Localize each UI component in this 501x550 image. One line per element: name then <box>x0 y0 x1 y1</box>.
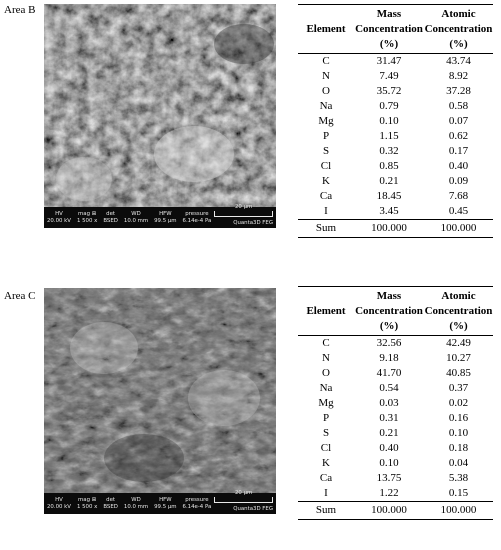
table-row: I 1.22 0.15 <box>324 487 469 499</box>
table-row-sum: Sum 100.000 100.000 <box>298 502 493 520</box>
table-row: C 32.56 42.49 <box>322 337 471 349</box>
sem-texture <box>44 4 276 228</box>
sem-texture <box>44 288 276 514</box>
area-c-label: Area C <box>4 290 36 302</box>
databar-mag: mag ⊞ 1 500 x <box>76 496 98 510</box>
eds-table-area-c <box>298 286 493 520</box>
table-row: Cl 0.85 0.40 <box>320 160 469 172</box>
databar-pressure: pressure 6.14e-4 Pa <box>182 496 212 510</box>
databar-det: det BSED <box>103 210 118 224</box>
table-row: O 35.72 37.28 <box>322 85 471 97</box>
sem-image-area-b <box>44 4 276 228</box>
table-row: P 1.15 0.62 <box>322 130 469 142</box>
databar-wd: WD 10.0 mm <box>123 210 149 224</box>
col-header-mass: Mass Concentration (%) <box>355 289 423 332</box>
databar-det: det BSED <box>103 496 118 510</box>
scale-bar <box>214 490 273 503</box>
table-row: O 41.70 40.85 <box>322 367 471 379</box>
col-header-atomic: Atomic Concentration (%) <box>424 289 493 332</box>
table-row: P 0.31 0.16 <box>322 412 469 424</box>
table-row: C 31.47 43.74 <box>322 55 471 67</box>
table-row: K 0.10 0.04 <box>322 457 469 469</box>
scale-bar-label: 20 µm <box>235 490 253 496</box>
databar-hfw: HFW 99.5 µm <box>154 496 177 510</box>
databar-hv: HV 20.00 kV <box>47 496 71 510</box>
scale-bar <box>214 204 273 217</box>
table-row-sum: Sum 100.000 100.000 <box>298 220 493 238</box>
area-b-label: Area B <box>4 4 36 16</box>
table-row: Ca 13.75 5.38 <box>319 472 469 484</box>
databar-mag: mag ⊞ 1 500 x <box>76 210 98 224</box>
databar-hfw: HFW 99.5 µm <box>154 210 177 224</box>
sem-databar <box>44 490 276 514</box>
col-header-element: Element <box>306 22 346 35</box>
table-row: S 0.21 0.10 <box>322 427 469 439</box>
databar-hv: HV 20.00 kV <box>47 210 71 224</box>
table-row: K 0.21 0.09 <box>322 175 469 187</box>
table-row: Ca 18.45 7.68 <box>319 190 469 202</box>
microscope-model: Quanta3D FEG <box>233 220 273 226</box>
sem-image-area-c <box>44 288 276 514</box>
table-row: Cl 0.40 0.18 <box>320 442 469 454</box>
table-row: Na 0.79 0.58 <box>319 100 469 112</box>
table-row: N 9.18 10.27 <box>322 352 471 364</box>
table-row: N 7.49 8.92 <box>322 70 469 82</box>
eds-table-area-b <box>298 4 493 238</box>
col-header-mass: Mass Concentration (%) <box>355 7 423 50</box>
table-row: Mg 0.03 0.02 <box>318 397 469 409</box>
col-header-atomic: Atomic Concentration (%) <box>424 7 493 50</box>
table-row: I 3.45 0.45 <box>324 205 469 217</box>
databar-wd: WD 10.0 mm <box>123 496 149 510</box>
sem-databar <box>44 204 276 228</box>
table-row: S 0.32 0.17 <box>322 145 469 157</box>
table-row: Mg 0.10 0.07 <box>318 115 469 127</box>
microscope-model: Quanta3D FEG <box>233 506 273 512</box>
table-row: Na 0.54 0.37 <box>319 382 469 394</box>
databar-pressure: pressure 6.14e-4 Pa <box>182 210 212 224</box>
scale-bar-label: 20 µm <box>235 204 253 210</box>
col-header-element: Element <box>306 304 346 317</box>
